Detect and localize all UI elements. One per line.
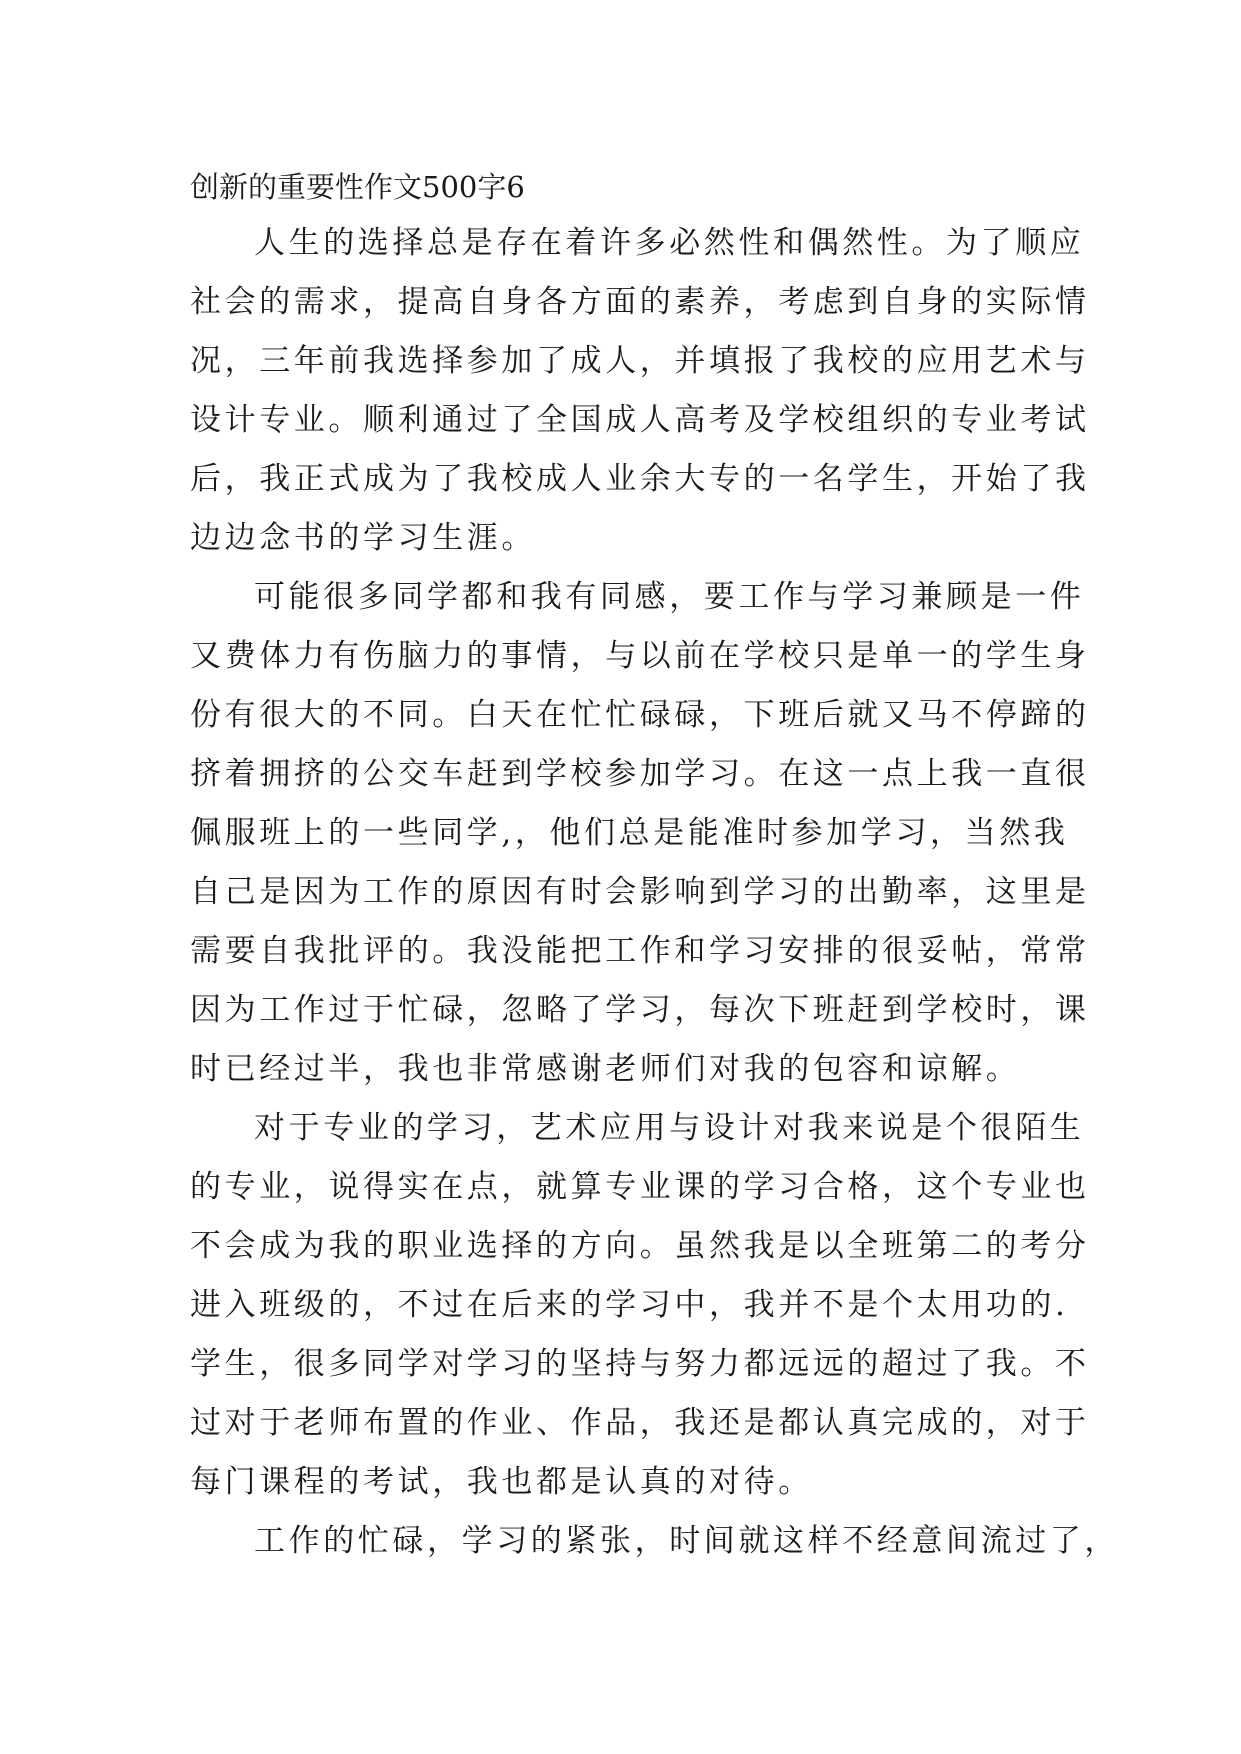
paragraph-1-line-4: 设计专业。顺利通过了全国成人高考及学校组织的专业考试 xyxy=(190,402,1090,438)
paragraph-2-line-9: 时已经过半，我也非常感谢老师们对我的包容和谅解。 xyxy=(190,1051,1021,1087)
paragraph-2-line-7: 需要自我批评的。我没能把工作和学习安排的很妥帖，常常 xyxy=(190,933,1090,969)
document-body xyxy=(190,160,1119,1571)
paragraph-1-line-2: 社会的需求，提高自身各方面的素养，考虑到自身的实际情 xyxy=(190,284,1090,320)
paragraph-2-line-4: 挤着拥挤的公交车赶到学校参加学习。在这一点上我一直很 xyxy=(190,756,1090,792)
paragraph-1-line-5: 后，我正式成为了我校成人业余大专的一名学生，开始了我 xyxy=(190,461,1090,497)
paragraph-3-line-2: 的专业，说得实在点，就算专业课的学习合格，这个专业也 xyxy=(190,1169,1090,1205)
paragraph-1-line-6: 边边念书的学习生涯。 xyxy=(190,520,536,556)
paragraph-2-line-5: 佩服班上的一些同学,，他们总是能准时参加学习，当然我 xyxy=(190,815,1069,851)
paragraph-1-line-3: 况，三年前我选择参加了成人，并填报了我校的应用艺术与 xyxy=(190,343,1090,379)
paragraph-3-line-3: 不会成为我的职业选择的方向。虽然我是以全班第二的考分 xyxy=(190,1228,1090,1264)
paragraph-3-line-7: 每门课程的考试，我也都是认真的对待。 xyxy=(190,1464,813,1500)
paragraph-4-line-1: 工作的忙碌，学习的紧张，时间就这样不经意间流过了， xyxy=(254,1523,1119,1559)
paragraph-3-line-4: 进入班级的，不过在后来的学习中，我并不是个太用功的. xyxy=(190,1287,1069,1323)
paragraph-2-line-8: 因为工作过于忙碌，忽略了学习，每次下班赶到学校时，课 xyxy=(190,992,1090,1028)
paragraph-3-line-6: 过对于老师布置的作业、作品，我还是都认真完成的，对于 xyxy=(190,1405,1090,1441)
paragraph-2-line-2: 又费体力有伤脑力的事情，与以前在学校只是单一的学生身 xyxy=(190,638,1090,674)
paragraph-3-line-1: 对于专业的学习，艺术应用与设计对我来说是个很陌生 xyxy=(254,1110,1085,1146)
paragraph-2-line-6: 自己是因为工作的原因有时会影响到学习的出勤率，这里是 xyxy=(190,874,1090,910)
paragraph-2-line-3: 份有很大的不同。白天在忙忙碌碌，下班后就又马不停蹄的 xyxy=(190,697,1090,733)
paragraph-3-line-5: 学生，很多同学对学习的坚持与努力都远远的超过了我。不 xyxy=(190,1346,1090,1382)
document-title: 创新的重要性作文500字6 xyxy=(190,170,525,204)
paragraph-2-line-1: 可能很多同学都和我有同感，要工作与学习兼顾是一件 xyxy=(254,579,1085,615)
paragraph-1-line-1: 人生的选择总是存在着许多必然性和偶然性。为了顺应 xyxy=(254,225,1085,261)
